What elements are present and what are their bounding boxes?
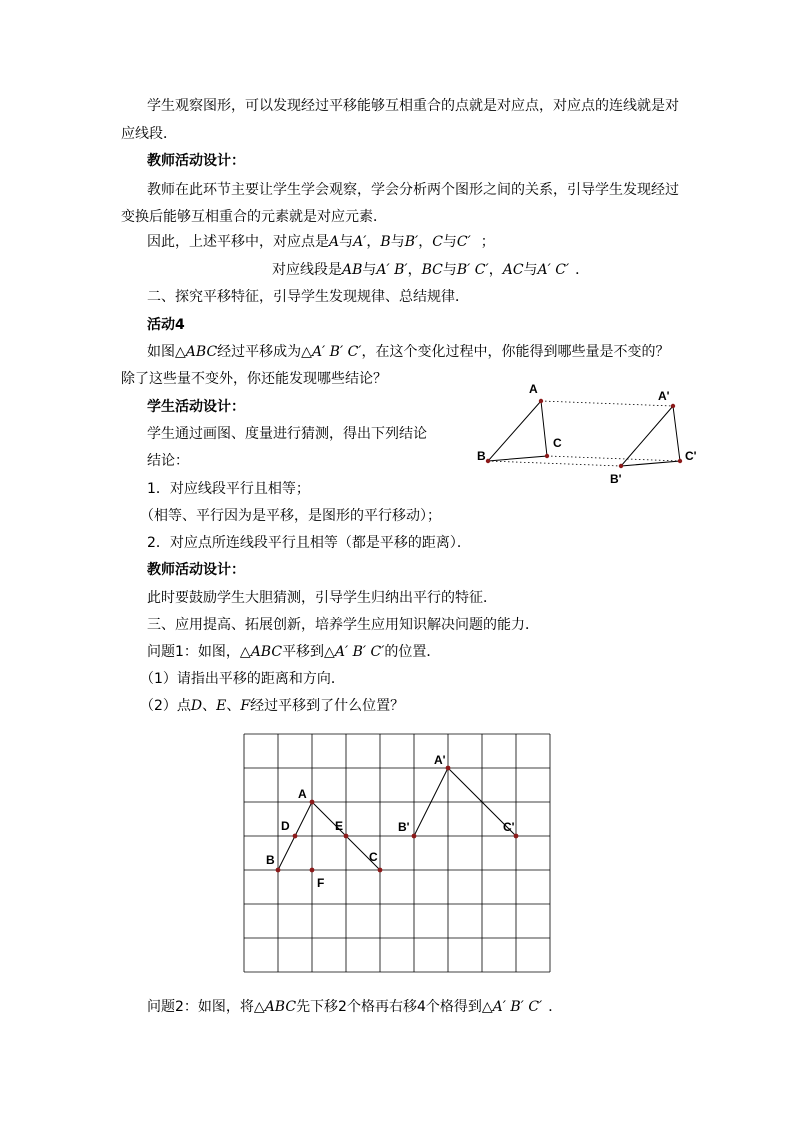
text-segment: 经过平移成为△ xyxy=(217,344,312,360)
paragraph-1-line-2: 应线段． xyxy=(121,126,177,142)
point-a2 xyxy=(446,766,451,771)
point-label: E xyxy=(216,698,227,714)
paragraph-2-line-1: 教师在此环节主要让学生学会观察，学会分析两个图形之间的关系，引导学生发现经过 xyxy=(147,182,679,198)
text-segment: （2）点 xyxy=(140,698,191,714)
text-segment: 、 xyxy=(226,698,241,714)
label-f: F xyxy=(317,876,325,890)
text-segment: 经过平移到了什么位置？ xyxy=(250,698,405,714)
text-segment: 问题1：如图，△ xyxy=(147,644,251,660)
text-segment: 与 xyxy=(442,234,457,250)
label-e: E xyxy=(335,819,344,833)
point-b xyxy=(276,868,281,873)
conclusion-label: 结论： xyxy=(147,453,189,469)
dotted-line-bb xyxy=(488,461,621,466)
triangle-abc-shape xyxy=(488,401,547,461)
triangle-label: ABC xyxy=(185,344,218,360)
point-label: A xyxy=(329,234,340,250)
triangle-label: A′ B′ C′ xyxy=(311,344,362,360)
text-segment: ． xyxy=(575,262,590,278)
triangle-a2b2c2 xyxy=(621,406,680,466)
text-segment: 、 xyxy=(202,698,217,714)
point-d xyxy=(293,834,298,839)
text-segment: ， xyxy=(488,262,503,278)
text-segment: ； xyxy=(480,234,495,250)
heading-activity-4: 活动4 xyxy=(147,317,185,333)
text-segment: 问题2：如图，将△ xyxy=(147,999,265,1015)
corresponding-segments-line xyxy=(272,261,589,279)
heading-student-activity: 学生活动设计： xyxy=(147,399,245,415)
point-c xyxy=(378,868,383,873)
point-c xyxy=(545,454,549,458)
section-2-heading: 二、探究平移特征，引导学生发现规律、总结规律． xyxy=(147,289,469,305)
student-activity-text: 学生通过画图、度量进行猜测，得出下列结论 xyxy=(147,426,427,442)
question-2 xyxy=(147,998,562,1016)
point-e xyxy=(344,834,349,839)
segment-label: A′ B′ xyxy=(376,262,408,278)
question-1-part-1: （1）请指出平移的距离和方向． xyxy=(140,671,345,687)
point-label: C xyxy=(432,234,443,250)
heading-teacher-activity-1: 教师活动设计： xyxy=(147,153,245,169)
text-segment: 与 xyxy=(362,262,377,278)
segment-label: B′ C′ xyxy=(456,262,489,278)
point-label: C′ xyxy=(456,234,471,250)
corresponding-points-line xyxy=(147,233,495,251)
grid xyxy=(244,734,550,972)
text-segment: 对应线段是 xyxy=(272,262,342,278)
conclusion-1: 1．对应线段平行且相等； xyxy=(147,481,310,497)
activity-question-line-2: 除了这些量不变外，你还能发现哪些结论？ xyxy=(121,371,387,387)
point-label: A′ xyxy=(353,234,367,250)
translation-dotted-lines xyxy=(488,401,680,466)
question-1 xyxy=(147,643,440,661)
label-a2: A' xyxy=(434,753,446,767)
text-segment: ． xyxy=(548,999,563,1015)
label-b2: B' xyxy=(610,472,622,486)
label-a2: A' xyxy=(658,389,670,403)
paragraph-2-line-2: 变换后能够互相重合的元素就是对应元素． xyxy=(121,209,387,225)
conclusion-1-note: （相等、平行因为是平移，是图形的平行移动）； xyxy=(140,508,441,524)
text-segment: ，在这个变化过程中，你能得到哪些量是不变的？ xyxy=(361,344,670,360)
label-b: B xyxy=(477,449,486,463)
segment-b2a2-c2 xyxy=(414,768,516,836)
segment-label: BC xyxy=(421,262,443,278)
point-b2 xyxy=(619,464,623,468)
section-3-heading: 三、应用提高、拓展创新，培养学生应用知识解决问题的能力． xyxy=(147,617,539,633)
segment-label: A′ C′ xyxy=(537,262,570,278)
point-a xyxy=(310,800,315,805)
triangle-label: ABC xyxy=(264,999,297,1015)
triangle-a2b2c2-grid xyxy=(414,768,516,836)
label-c2: C' xyxy=(503,820,515,834)
text-segment: ， xyxy=(407,262,422,278)
label-b2: B' xyxy=(398,820,410,834)
segment-ba-bc xyxy=(278,802,380,870)
text-segment: 的位置． xyxy=(384,644,441,660)
text-segment: ， xyxy=(366,234,381,250)
text-segment: 与 xyxy=(390,234,405,250)
activity-question-line-1 xyxy=(147,343,669,361)
triangle-label: ABC xyxy=(250,644,283,660)
point-label: F xyxy=(240,698,251,714)
label-d: D xyxy=(281,819,290,833)
triangle-label: A′ B′ C′ xyxy=(334,644,385,660)
label-c: C xyxy=(553,436,562,450)
text-segment: 与 xyxy=(523,262,538,278)
triangle-a2b2c2-shape xyxy=(621,406,680,466)
label-b: B xyxy=(266,853,275,867)
figure2-points xyxy=(276,766,519,873)
label-a: A xyxy=(298,787,307,801)
label-c: C xyxy=(369,850,378,864)
point-label: B′ xyxy=(404,234,419,250)
point-label: B xyxy=(380,234,391,250)
point-a xyxy=(539,399,543,403)
text-segment: 与 xyxy=(339,234,354,250)
teacher-activity-text: 此时要鼓励学生大胆猜测，引导学生归纳出平行的特征． xyxy=(147,590,497,606)
triangle-abc-grid xyxy=(278,802,380,870)
dotted-line-cc xyxy=(547,456,680,461)
text-segment: 平移到△ xyxy=(282,644,335,660)
text-segment: ， xyxy=(418,234,433,250)
point-b2 xyxy=(412,834,417,839)
point-c2 xyxy=(514,834,519,839)
point-label: D xyxy=(190,698,203,714)
segment-label: AC xyxy=(502,262,524,278)
paragraph-1-line-1: 学生观察图形，可以发现经过平移能够互相重合的点就是对应点，对应点的连线就是对 xyxy=(147,98,679,114)
triangle-abc xyxy=(488,401,547,461)
dotted-line-aa xyxy=(541,401,673,406)
label-c2: C' xyxy=(685,449,697,463)
text-segment: 与 xyxy=(442,262,457,278)
heading-teacher-activity-2: 教师活动设计： xyxy=(147,562,245,578)
label-a: A xyxy=(529,382,538,396)
point-c2 xyxy=(678,459,682,463)
question-1-part-2 xyxy=(140,697,404,715)
text-segment: 因此，上述平移中，对应点是 xyxy=(147,234,329,250)
triangle-label: A′ B′ C′ xyxy=(492,999,543,1015)
text-segment: 如图△ xyxy=(147,344,186,360)
text-segment: 先下移2个格再右移4个格得到△ xyxy=(296,999,493,1015)
conclusion-2: 2．对应点所连线段平行且相等（都是平移的距离）． xyxy=(147,535,471,551)
point-f xyxy=(310,868,315,873)
point-b xyxy=(486,459,490,463)
figure1-points xyxy=(486,399,682,468)
segment-label: AB xyxy=(342,262,363,278)
point-a2 xyxy=(671,404,675,408)
